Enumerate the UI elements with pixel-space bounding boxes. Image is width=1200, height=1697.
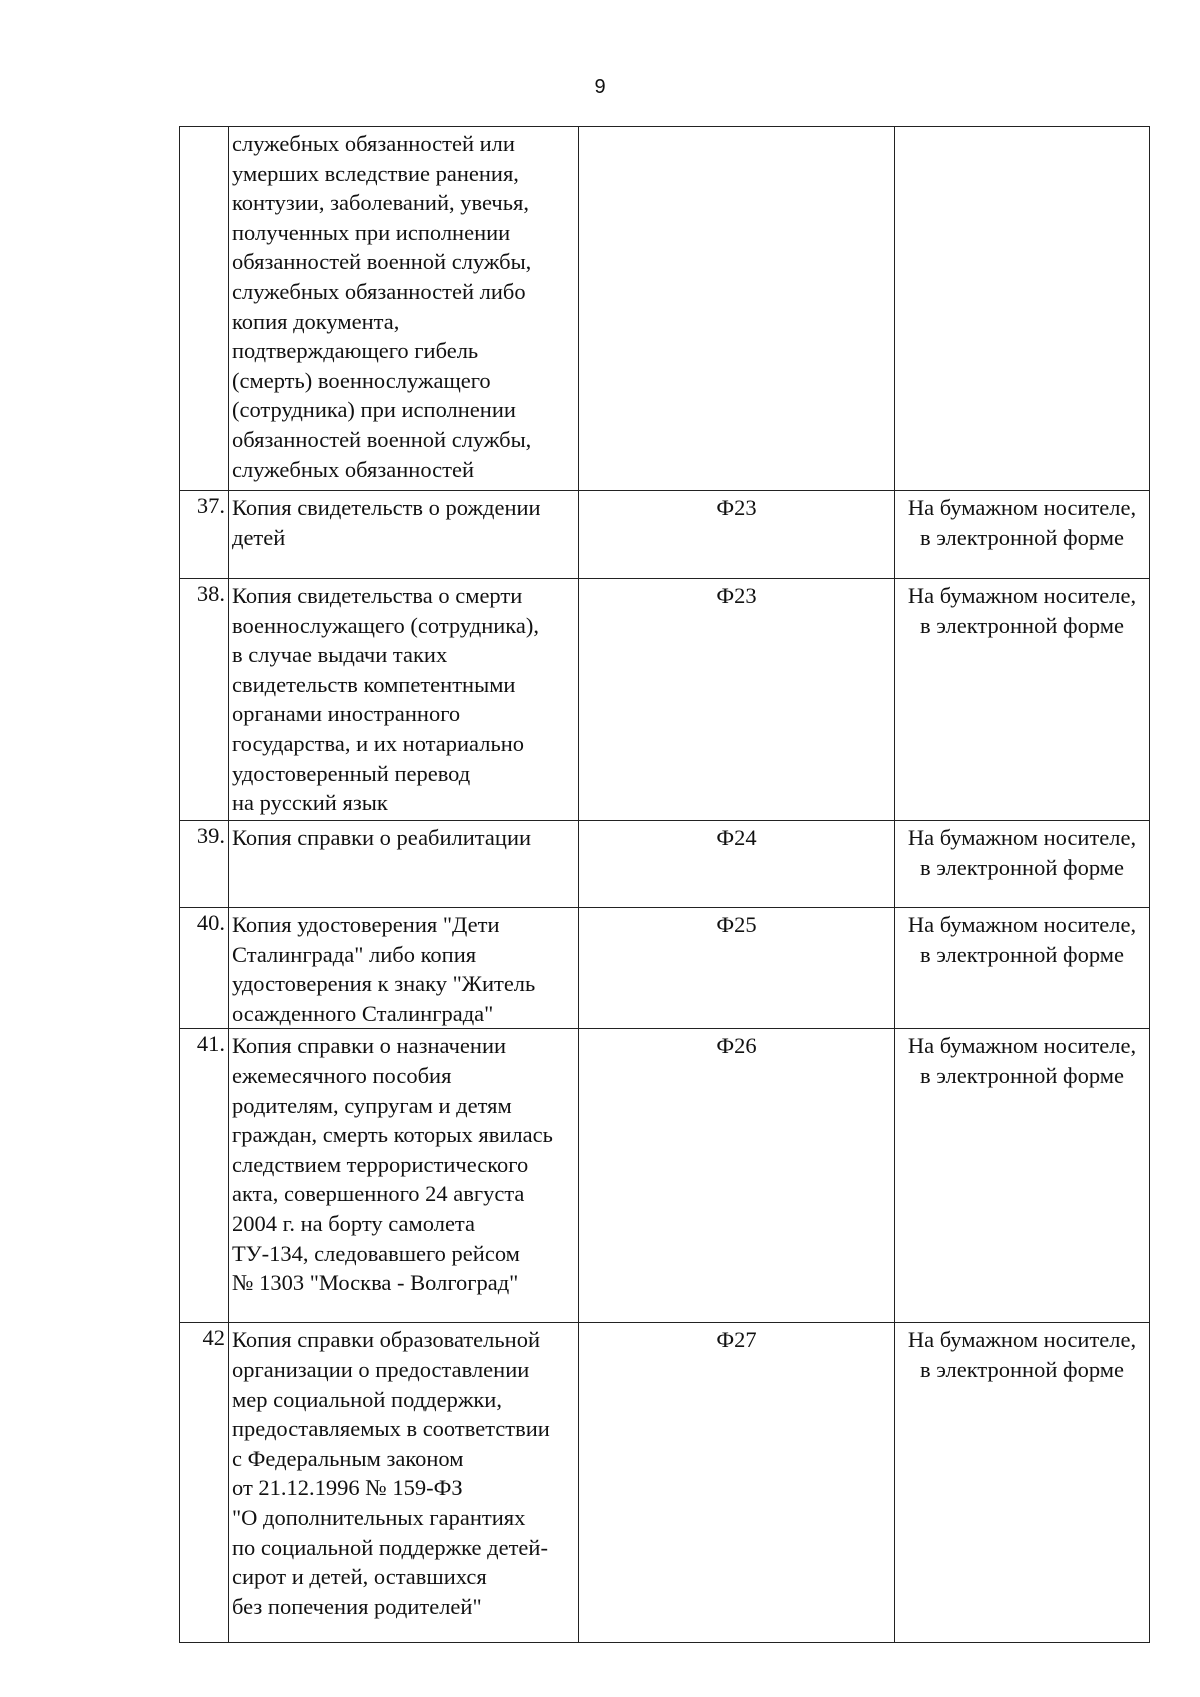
submission-format-cell [895,491,1150,579]
submission-format-cell [895,821,1150,908]
document-name-line: военнослужащего (сотрудника), [232,612,539,638]
document-name-cell [229,821,579,908]
submission-format-line: в электронной форме [920,1356,1124,1382]
document-name-cell [229,579,579,821]
document-name-line: акта, совершенного 24 августа [232,1181,525,1207]
document-name-line: 2004 г. на борту самолета [232,1210,476,1236]
document-name-line: сирот и детей, оставшихся [232,1564,487,1590]
table-row [180,908,1150,1029]
document-name-line: граждан, смерть которых явилась [232,1122,553,1148]
table-row [180,821,1150,908]
document-name-line: на русский язык [232,790,388,816]
document-name-line: детей [232,524,286,550]
document-name-line: Копия свидетельств о рождении [232,495,541,520]
document-name-line: родителям, супругам и детям [232,1092,512,1118]
document-name-line: удостоверения к знаку "Житель [232,971,536,997]
document-name-line: Копия свидетельства о смерти [232,583,523,608]
table-row [180,491,1150,579]
document-name-line: ТУ-134, следовавшего рейсом [232,1240,520,1266]
document-name-line: ежемесячного пособия [232,1062,452,1088]
row-number: 39. [180,821,229,908]
form-code-cell: Ф23 [579,491,895,579]
document-name-line: служебных обязанностей [232,456,474,482]
document-name-cell [229,1029,579,1323]
document-name-line: Копия удостоверения "Дети [232,912,500,937]
document-name-line: контузии, заболеваний, увечья, [232,190,529,216]
submission-format-line: На бумажном носителе, [907,583,1137,608]
row-number: 37. [180,491,229,579]
document-name-line: подтверждающего гибель [232,338,479,364]
form-code-cell: Ф25 [579,908,895,1029]
document-name-line: организации о предоставлении [232,1356,530,1382]
document-name-line: следствием террористического [232,1151,529,1177]
document-name-line: Сталинграда" либо копия [232,941,477,967]
document-name-line: полученных при исполнении [232,219,511,245]
row-number: 41. [180,1029,229,1323]
document-name-line: государства, и их нотариально [232,730,524,756]
document-name-cell [229,1323,579,1643]
row-number [180,127,229,491]
document-name-line: умерших вследствие ранения, [232,160,519,186]
submission-format-cell [895,579,1150,821]
document-name-line: служебных обязанностей либо [232,278,526,304]
document-name-line: от 21.12.1996 № 159-ФЗ [232,1475,463,1501]
form-code-cell: Ф27 [579,1323,895,1643]
submission-format-cell [895,1323,1150,1643]
submission-format-cell [895,127,1150,491]
document-name-cell [229,127,579,491]
document-name-line: свидетельств компетентными [232,671,516,697]
document-name-line: служебных обязанностей или [232,131,515,156]
submission-format-cell [895,1029,1150,1323]
document-name-line: (сотрудника) при исполнении [232,397,516,423]
document-name-line: Копия справки о назначении [232,1033,507,1059]
document-name-line: Копия справки о реабилитации [232,825,532,850]
document-name-line: в случае выдачи таких [232,642,448,668]
submission-format-line: в электронной форме [920,941,1124,967]
page-number: 9 [594,76,606,98]
form-code-cell [579,127,895,491]
document-name-line: мер социальной поддержки, [232,1386,502,1412]
document-name-cell [229,491,579,579]
row-number: 42 [180,1323,229,1643]
submission-format-line: в электронной форме [920,524,1124,550]
document-name-line: предоставляемых в соответствии [232,1416,550,1442]
document-name-line: Копия справки образовательной [232,1327,540,1353]
table-row [180,1029,1150,1323]
submission-format-line: На бумажном носителе, [907,495,1137,520]
document-name-line: осажденного Сталинграда" [232,1000,494,1026]
document-name-line: копия документа, [232,308,400,334]
table-row [180,127,1150,491]
document-name-line: удостоверенный перевод [232,760,471,786]
submission-format-line: На бумажном носителе, [907,1327,1137,1353]
documents-table [179,126,1150,1643]
document-name-cell [229,908,579,1029]
submission-format-line: в электронной форме [920,612,1124,638]
document-name-line: "О дополнительных гарантиях [232,1504,526,1530]
submission-format-cell [895,908,1150,1029]
document-name-line: органами иностранного [232,701,461,727]
submission-format-line: На бумажном носителе, [907,1033,1137,1059]
form-code-cell: Ф24 [579,821,895,908]
document-name-line: обязанностей военной службы, [232,426,532,452]
document-name-line: (смерть) военнослужащего [232,367,491,393]
form-code-cell: Ф23 [579,579,895,821]
submission-format-line: в электронной форме [920,854,1124,880]
submission-format-line: в электронной форме [920,1062,1124,1088]
document-name-line: обязанностей военной службы, [232,249,532,275]
row-number: 40. [180,908,229,1029]
table-row [180,1323,1150,1643]
table-row [180,579,1150,821]
submission-format-line: На бумажном носителе, [907,912,1137,937]
document-name-line: № 1303 "Москва - Волгоград" [232,1270,519,1296]
document-name-line: без попечения родителей" [232,1593,482,1619]
submission-format-line: На бумажном носителе, [907,825,1137,850]
document-name-line: по социальной поддержке детей- [232,1534,548,1560]
document-name-line: с Федеральным законом [232,1445,464,1471]
row-number: 38. [180,579,229,821]
form-code-cell: Ф26 [579,1029,895,1323]
